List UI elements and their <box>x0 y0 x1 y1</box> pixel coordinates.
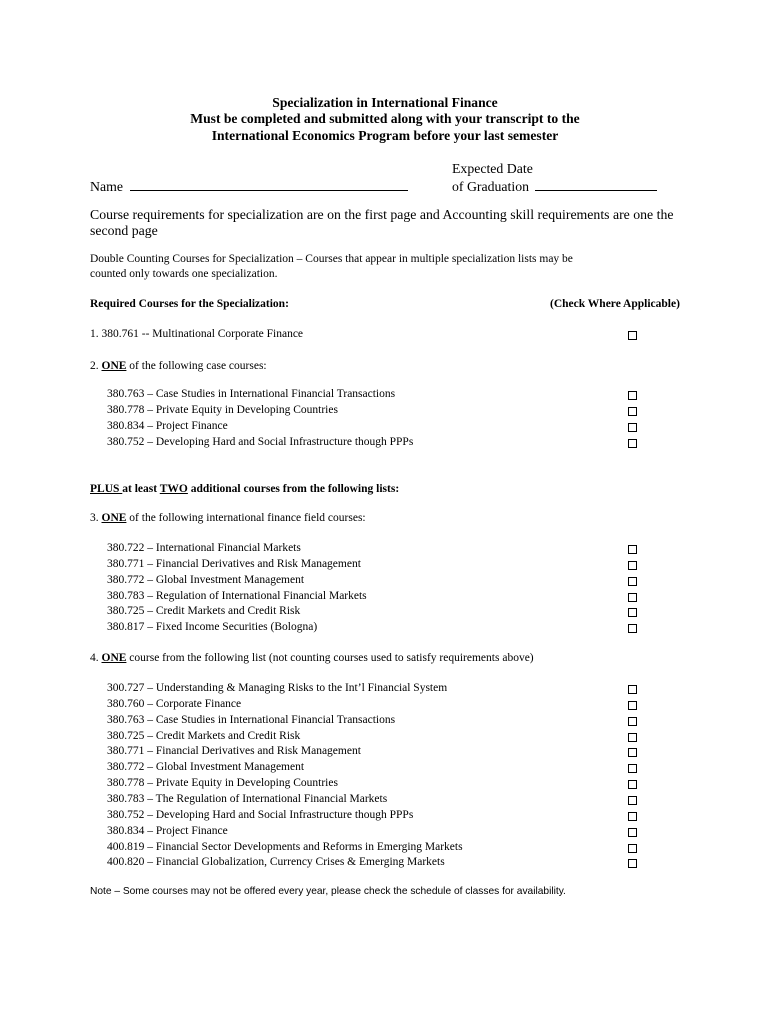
other-course-row: 400.819 – Financial Sector Developments and Reforms in Emerging Markets <box>107 840 463 853</box>
other-course-row: 400.820 – Financial Globalization, Currency Crises & Emerging Markets <box>107 856 445 869</box>
other-course-row: 380.725 – Credit Markets and Credit Risk <box>107 729 301 742</box>
item-3 <box>90 511 366 527</box>
other-course-checkbox[interactable] <box>628 733 637 742</box>
field-course-checkbox[interactable] <box>628 593 637 602</box>
graduation-field <box>452 177 657 195</box>
item-3-text: of the following international finance field courses: <box>126 512 366 524</box>
item-4-keyword: ONE <box>101 652 127 664</box>
item-1-text: 380.761 -- Multinational Corporate Finance <box>101 328 304 340</box>
field-course-row: 380.817 – Fixed Income Securities (Bologna) <box>107 621 318 634</box>
field-course-checkbox[interactable] <box>628 608 637 617</box>
form-title: Specialization in International Finance <box>272 95 498 110</box>
graduation-label-line1: Expected Date <box>452 161 533 176</box>
form-subtitle-line1: Must be completed and submitted along with your transcript to the <box>190 111 580 126</box>
double-counting-line2: counted only towards one specialization. <box>90 268 278 280</box>
field-course-checkbox[interactable] <box>628 577 637 586</box>
field-course-checkbox[interactable] <box>628 561 637 570</box>
case-course-row: 380.763 – Case Studies in International Financial Transactions <box>107 388 396 400</box>
graduation-label-line2: of Graduation <box>452 179 530 194</box>
other-course-checkbox[interactable] <box>628 828 637 837</box>
item-4-number: 4. <box>90 652 99 664</box>
item-3-number: 3. <box>90 512 99 524</box>
other-course-checkbox[interactable] <box>628 812 637 821</box>
item-4-text: course from the following list (not counting courses used to satisfy requirements above) <box>126 652 534 664</box>
field-course-row: 380.772 – Global Investment Management <box>107 573 305 586</box>
name-label: Name <box>90 179 123 194</box>
check-heading: (Check Where Applicable) <box>550 298 680 310</box>
item-2 <box>90 359 267 375</box>
item-1 <box>90 327 303 343</box>
other-course-row: 380.752 – Developing Hard and Social Infrastructure though PPPs <box>107 808 414 821</box>
other-course-checkbox[interactable] <box>628 859 637 868</box>
graduation-input[interactable] <box>535 177 657 191</box>
other-course-checkbox[interactable] <box>628 796 637 805</box>
item-1-checkbox[interactable] <box>628 331 637 340</box>
item-2-text: of the following case courses: <box>126 360 267 372</box>
field-course-checkbox[interactable] <box>628 545 637 554</box>
other-course-row: 380.783 – The Regulation of International Financial Markets <box>107 792 388 805</box>
name-field <box>90 177 408 195</box>
other-course-checkbox[interactable] <box>628 685 637 694</box>
other-course-row: 380.760 – Corporate Finance <box>107 697 242 710</box>
other-course-checkbox[interactable] <box>628 701 637 710</box>
field-course-row: 380.783 – Regulation of International Financial Markets <box>107 589 367 602</box>
item-3-keyword: ONE <box>101 512 127 524</box>
case-course-checkbox[interactable] <box>628 407 637 416</box>
item-4 <box>90 651 534 667</box>
plus-mid: at least <box>122 483 160 495</box>
two-keyword: TWO <box>159 483 188 495</box>
name-input[interactable] <box>130 177 408 191</box>
item-2-keyword: ONE <box>101 360 127 372</box>
other-course-checkbox[interactable] <box>628 764 637 773</box>
item-1-number: 1. <box>90 328 99 340</box>
double-counting-line1: Double Counting Courses for Specialization – Courses that appear in multiple specialization lists may be <box>90 253 573 265</box>
case-course-checkbox[interactable] <box>628 439 637 448</box>
intro-line1: Course requirements for specialization are on the first page and Accounting skill requirements are one the <box>90 207 674 222</box>
case-course-checkbox[interactable] <box>628 423 637 432</box>
availability-note: Note – Some courses may not be offered every year, please check the schedule of classes for availability. <box>90 886 566 897</box>
item-2-number: 2. <box>90 360 99 372</box>
other-course-row: 380.763 – Case Studies in International Financial Transactions <box>107 713 396 726</box>
field-course-row: 380.771 – Financial Derivatives and Risk Management <box>107 557 361 570</box>
form-subtitle-line2: International Economics Program before your last semester <box>211 128 559 143</box>
field-course-row: 380.725 – Credit Markets and Credit Risk <box>107 605 301 618</box>
case-course-row: 380.778 – Private Equity in Developing Countries <box>107 403 338 416</box>
plus-rest: additional courses from the following lists: <box>187 483 400 495</box>
case-course-row: 380.834 – Project Finance <box>107 419 228 432</box>
field-course-row: 380.722 – International Financial Markets <box>107 542 301 554</box>
other-course-row: 380.778 – Private Equity in Developing Countries <box>107 777 338 790</box>
other-course-row: 380.771 – Financial Derivatives and Risk Management <box>107 745 361 758</box>
plus-heading <box>90 482 399 497</box>
field-course-checkbox[interactable] <box>628 624 637 633</box>
required-heading: Required Courses for the Specialization: <box>90 298 289 310</box>
other-course-row: 380.772 – Global Investment Management <box>107 761 305 774</box>
other-course-row: 380.834 – Project Finance <box>107 824 228 837</box>
other-course-checkbox[interactable] <box>628 844 637 853</box>
other-course-checkbox[interactable] <box>628 748 637 757</box>
case-course-row: 380.752 – Developing Hard and Social Infrastructure though PPPs <box>107 435 414 448</box>
other-course-row: 300.727 – Understanding & Managing Risks to the Int’l Financial System <box>107 682 448 694</box>
case-course-checkbox[interactable] <box>628 391 637 400</box>
other-course-checkbox[interactable] <box>628 717 637 726</box>
intro-line2: second page <box>90 223 158 238</box>
other-course-checkbox[interactable] <box>628 780 637 789</box>
plus-keyword: PLUS <box>90 483 123 495</box>
